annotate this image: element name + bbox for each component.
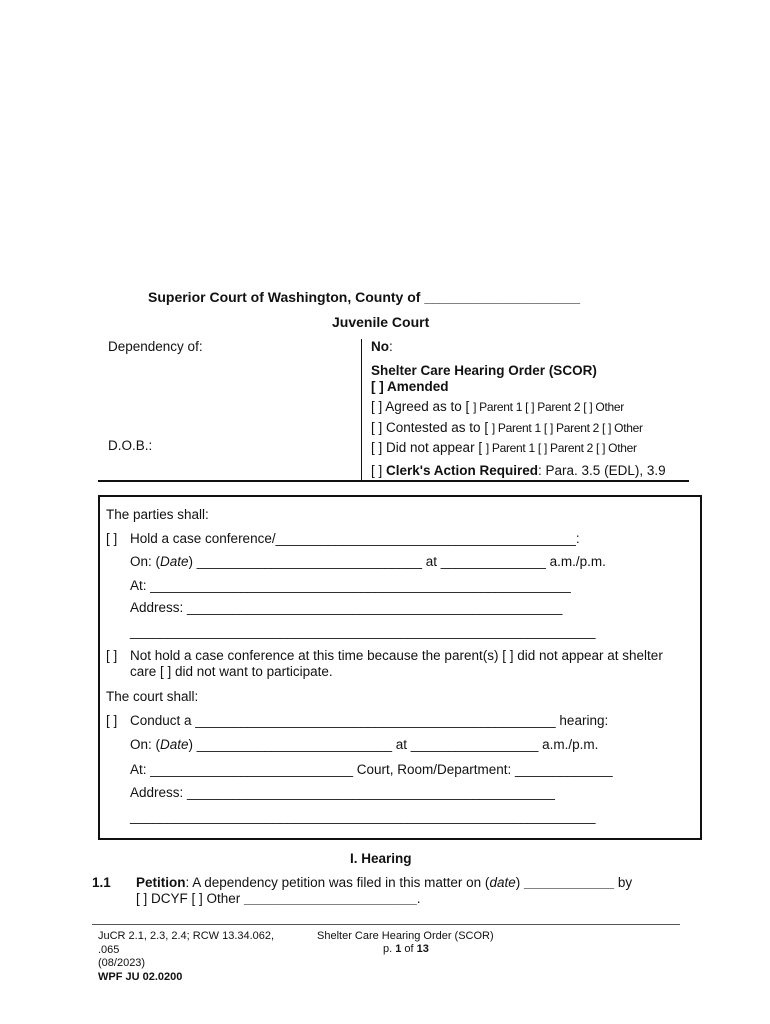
petition-filer-row [136,891,420,906]
did-not-appear-row[interactable] [371,440,637,455]
clerk-checkbox: [ ] [371,463,383,478]
hold-date-word: Date [160,554,189,569]
hold-conference-at: At: ________________________________________________________ [130,578,571,593]
contested-prefix: [ ] Contested as to [ [371,420,489,435]
document-title: Shelter Care Hearing Order (SCOR) [371,363,597,378]
conduct-hearing-date [130,737,598,752]
conduct-hearing-at: At: ___________________________ Court, Room/Department: _____________ [130,762,613,777]
not-hold-checkbox[interactable]: [ ] [106,648,118,663]
dob-label: D.O.B.: [108,438,153,453]
petition-text-b: ) [515,875,524,890]
footer-rules [98,930,274,984]
conduct-on-prefix: On: ( [130,737,161,752]
did-not-appear-prefix: [ ] Did not appear [ [371,440,483,455]
hold-conference-address: Address: __________________________________________________ [130,600,563,615]
hold-on-suffix: ) ______________________________ at ______________ a.m./p.m. [188,554,606,569]
footer-rule-line-1: JuCR 2.1, 2.3, 2.4; RCW 13.34.062, [98,930,275,942]
petition-by: by [614,875,633,890]
court-subheader: Juvenile Court [332,314,430,330]
clerk-action-detail: : Para. 3.5 (EDL), 3.9 [538,463,666,478]
not-hold-text-2: care [ ] did not want to participate. [130,664,333,679]
conduct-on-suffix: ) __________________________ at _________________ a.m./p.m. [188,737,599,752]
section-number: 1.1 [92,875,111,890]
petition-paragraph [136,875,632,890]
conduct-hearing-address: Address: _________________________________________________ [130,785,555,800]
hold-conference-address-2: ______________________________________________________________ [130,624,596,639]
hold-conference-text: Hold a case conference/________________________________________: [130,531,580,546]
hold-conference-checkbox[interactable]: [ ] [106,531,118,546]
petition-filer-end: . [416,891,421,906]
footer-title: Shelter Care Hearing Order (SCOR) [317,930,494,942]
footer-form-id: WPF JU 02.0200 [98,970,183,983]
petition-filer-options[interactable]: [ ] DCYF [ ] Other [136,891,245,906]
agreed-options: ] Parent 1 [ ] Parent 2 [ ] Other [473,400,624,414]
conduct-date-word: Date [160,737,189,752]
agreed-prefix: [ ] Agreed as to [ [371,399,470,414]
conduct-hearing-text: Conduct a ________________________________________________ hearing: [130,713,609,728]
petition-date-word: date [489,875,516,890]
case-number [371,339,393,354]
section-heading: I. Hearing [350,851,412,866]
footer-rule-line-2: .065 [98,943,120,956]
footer-rule [92,924,680,925]
court-shall-heading: The court shall: [106,689,199,704]
conduct-hearing-address-2: ______________________________________________________________ [130,809,596,824]
contested-row[interactable] [371,420,643,435]
caption-bottom-rule [98,480,689,482]
amended-checkbox[interactable]: [ ] Amended [371,379,449,394]
hold-conference-date [130,554,606,569]
footer-page-total: 13 [416,943,429,955]
footer-page-prefix: p. [383,943,396,955]
clerk-action-label: Clerk's Action Required [386,463,539,478]
dependency-label: Dependency of: [108,339,203,354]
agreed-row[interactable] [371,399,624,414]
footer-page-num: 1 [395,943,402,955]
case-number-colon: : [389,339,393,354]
conduct-hearing-checkbox[interactable]: [ ] [106,713,118,728]
footer-rule-line-3: (08/2023) [98,957,146,969]
petition-date-blank[interactable]: ____________ [523,875,615,890]
did-not-appear-options: ] Parent 1 [ ] Parent 2 [ ] Other [485,441,637,455]
petition-text-a: : A dependency petition was filed in this matter on ( [185,875,490,890]
case-number-label: No [371,339,389,354]
not-hold-text-1: Not hold a case conference at this time because the parent(s) [ ] did not appear at shelter [130,648,663,663]
petition-other-blank[interactable]: _______________________ [244,891,417,906]
parties-shall-heading: The parties shall: [106,507,209,522]
court-header: Superior Court of Washington, County of ____________________ [148,289,581,305]
clerk-action-row[interactable] [371,463,666,478]
caption-divider [361,339,362,481]
hold-on-prefix: On: ( [130,554,161,569]
footer-page-of: of [401,943,417,955]
petition-label: Petition [136,875,186,890]
footer-page [383,943,429,957]
contested-options: ] Parent 1 [ ] Parent 2 [ ] Other [491,421,643,435]
